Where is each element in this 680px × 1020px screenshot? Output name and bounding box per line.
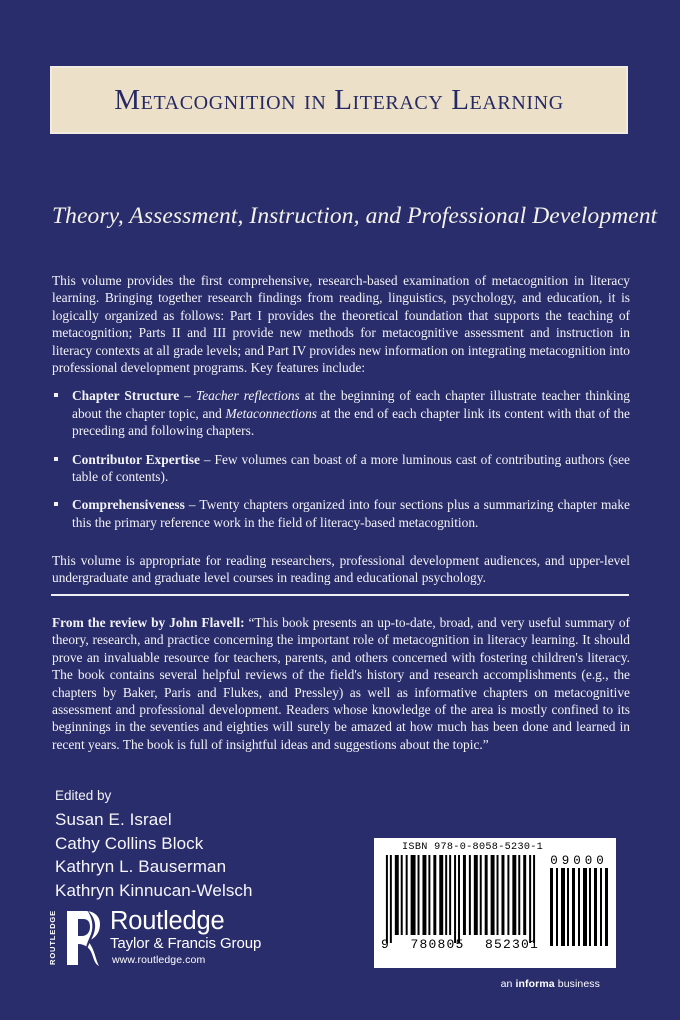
key-features-list: [52, 387, 630, 531]
editors-block: [55, 788, 253, 902]
routledge-r-mark-icon: [61, 908, 105, 968]
feature-lead: Contributor Expertise: [72, 451, 200, 467]
ean13-barcode: [380, 855, 540, 951]
feature-dash: –: [184, 497, 200, 513]
barcode-block: [374, 838, 616, 968]
publisher-group: Taylor & Francis Group: [110, 935, 262, 952]
blurb-block: [52, 272, 630, 542]
publisher-url: www.routledge.com: [112, 954, 206, 966]
editor-name: Kathryn L. Bauserman: [55, 857, 227, 876]
informa-brand: informa: [515, 978, 555, 990]
informa-tagline: [0, 978, 680, 990]
review-quote-text: “This book presents an up-to-date, broad, and very useful summary of theory, research, and practice concerning the important role of metacognition in literacy learning. It should prove an invaluable resource for teachers, parents, and others concerned with fostering children's literacy. The book contains several helpful reviews of the field's history and research accomplishments (e.g., the chapters by Baker, Paris and Flukes, and Pressley) as well as informative chapters on metacognitive assessment and professional development. Readers whose knowledge of the area is mostly confined to its beginnings in the seventies and eighties will surely be amazed at how much has been done and learned in recent years. The book is full of insightful ideas and suggestions about the topic.”: [52, 615, 630, 752]
divider-rule: [51, 594, 629, 596]
feature-dash: –: [179, 388, 197, 404]
list-item: [52, 496, 630, 531]
feature-text-1: Few volumes can boast of a more luminous cast of contributing authors (see table of contents).: [72, 451, 631, 485]
routledge-strip-label: ROUTLEDGE: [48, 909, 57, 965]
review-attribution: From the review by John Flavell:: [52, 615, 245, 630]
editor-name: Susan E. Israel: [55, 810, 172, 829]
bullet-icon: [54, 393, 58, 397]
editor-name: Cathy Collins Block: [55, 833, 204, 853]
list-item: [52, 451, 630, 486]
edited-by-label: Edited by: [55, 788, 112, 803]
blurb-intro-paragraph: This volume provides the first comprehensive, research-based examination of metacognition in literacy learning. Bringing together research findings from reading, linguistics, psychology, and education, it is logically organized as follows: Part I provides the theoretical foundation that supports the teaching of metacognition; Parts II and III provide new methods for metacognitive assessment and instruction in literacy contexts at all grade levels; and Part IV provides new information on integrating metacognition into professional development programs. Key features include:: [52, 273, 630, 376]
list-item: [52, 387, 630, 439]
feature-text-2: at the beginning of each chapter illustrate teacher thinking about the chapter topic, and: [72, 388, 630, 421]
routledge-wordmark: [110, 908, 280, 967]
feature-lead: Chapter Structure: [72, 388, 180, 404]
routledge-logo: [46, 908, 276, 970]
ean-group-1: 780805: [410, 937, 465, 952]
ean13-digits: [380, 937, 540, 952]
ean5-addon-barcode: [548, 855, 610, 951]
informa-prefix: an: [500, 978, 516, 990]
publisher-name: Routledge: [110, 907, 225, 935]
bullet-icon: [54, 502, 58, 506]
feature-emphasis-1: Teacher reflections: [196, 388, 300, 404]
isbn-label: ISBN 978-0-8058-5230-1: [402, 842, 544, 853]
page-title: Metacognition in Literacy Learning: [114, 83, 564, 116]
barcode-bars-row: [380, 855, 610, 951]
ean-group-2: 852301: [484, 937, 539, 952]
subtitle: Theory, Assessment, Instruction, and Professional Development: [52, 203, 658, 229]
title-band: [50, 66, 628, 134]
ean5-bars-graphic: [548, 868, 610, 946]
informa-suffix: business: [554, 978, 600, 990]
addon-digits: 09000: [550, 854, 608, 868]
feature-lead: Comprehensiveness: [72, 497, 185, 513]
feature-dash: –: [199, 451, 215, 467]
routledge-vertical-strip: [46, 910, 59, 964]
feature-emphasis-2: Metaconnections: [225, 405, 318, 421]
bullet-icon: [54, 457, 58, 461]
feature-text-1: Twenty chapters organized into four sections plus a summarizing chapter make this the primary reference work in the field of literacy-based metacognition.: [72, 497, 630, 530]
feature-text-4: at the end of each chapter link its content with that of the preceding and following chapters.: [72, 405, 630, 439]
review-quote-block: [52, 614, 630, 753]
blurb-closing-paragraph: This volume is appropriate for reading researchers, professional development audiences, and upper-level undergraduate and graduate level courses in reading and educational psychology.: [52, 553, 630, 586]
ean-left-digit: 9: [381, 937, 391, 952]
editor-name: Kathryn Kinnucan-Welsch: [55, 880, 253, 900]
